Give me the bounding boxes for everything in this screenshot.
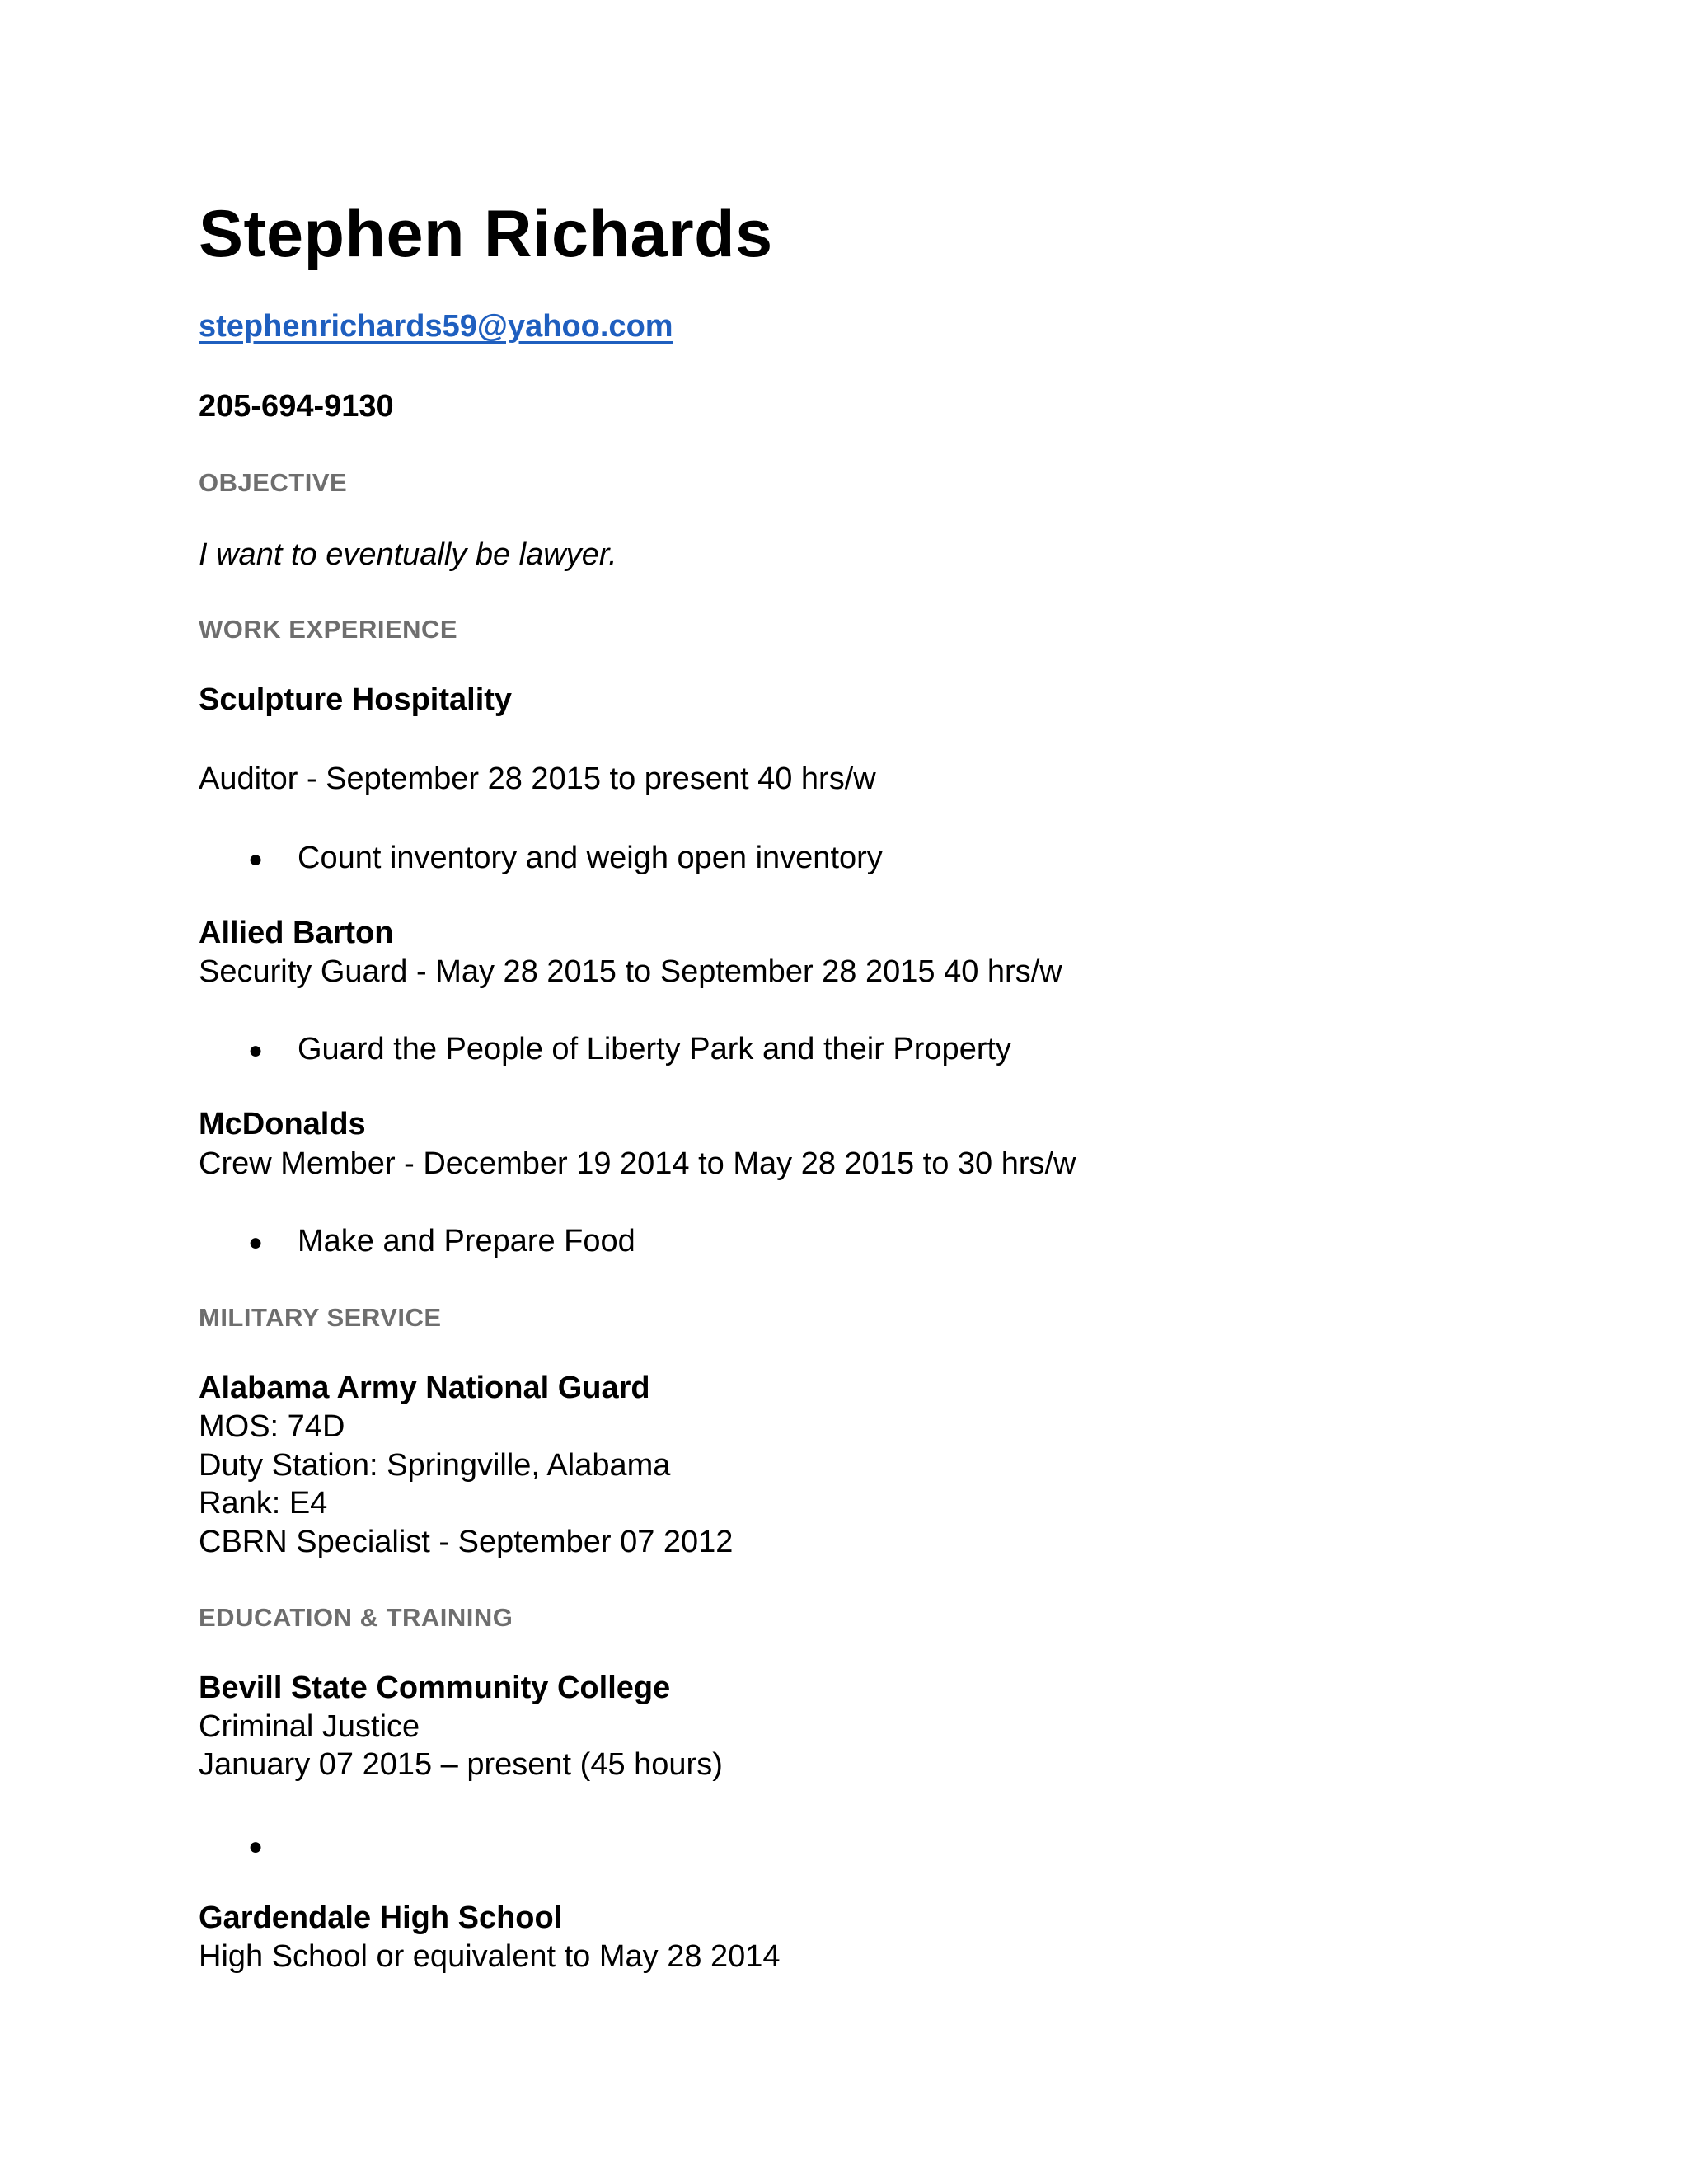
resume-name: Stephen Richards: [199, 197, 773, 271]
employer-name: Allied Barton: [199, 916, 394, 950]
job-position: Auditor - September 28 2015 to present 40 hrs/w: [199, 762, 876, 796]
bullet-marker: ●: [248, 1833, 264, 1860]
bullet-marker: ●: [248, 1229, 264, 1256]
job-bullet-text: Count inventory and weigh open inventory: [298, 841, 883, 875]
school-dates: January 07 2015 – present (45 hours): [199, 1747, 723, 1782]
email-link[interactable]: stephenrichards59@yahoo.com: [199, 309, 673, 344]
objective-heading: OBJECTIVE: [199, 468, 348, 497]
military-rank: Rank: E4: [199, 1486, 328, 1521]
school-program: Criminal Justice: [199, 1709, 420, 1744]
empty-bullet-item: [199, 1828, 363, 1869]
education-heading: EDUCATION & TRAINING: [199, 1603, 513, 1632]
job-position: Crew Member - December 19 2014 to May 28 2015 to 30 hrs/w: [199, 1146, 1076, 1181]
work-experience-heading: WORK EXPERIENCE: [199, 615, 458, 644]
employer-name: McDonalds: [199, 1107, 366, 1141]
military-role: CBRN Specialist - September 07 2012: [199, 1525, 734, 1559]
school-program: High School or equivalent to May 28 2014: [199, 1939, 781, 1974]
employer-name: Sculpture Hospitality: [199, 682, 513, 717]
military-mos: MOS: 74D: [199, 1409, 345, 1444]
job-bullet-text: Guard the People of Liberty Park and their Property: [298, 1032, 1012, 1066]
job-bullet-item: [199, 841, 1517, 882]
job-bullet-item: [199, 1224, 1517, 1265]
job-bullet-text: Make and Prepare Food: [298, 1224, 635, 1258]
bullet-marker: ●: [248, 1037, 264, 1064]
job-position: Security Guard - May 28 2015 to September 28 2015 40 hrs/w: [199, 954, 1062, 989]
school-name: Gardendale High School: [199, 1900, 563, 1935]
military-duty-station: Duty Station: Springville, Alabama: [199, 1448, 671, 1483]
military-unit: Alabama Army National Guard: [199, 1371, 650, 1405]
bullet-marker: ●: [248, 846, 264, 873]
military-service-heading: MILITARY SERVICE: [199, 1303, 442, 1332]
objective-text: I want to eventually be lawyer.: [199, 537, 617, 572]
school-name: Bevill State Community College: [199, 1671, 671, 1705]
job-bullet-item: [199, 1032, 1517, 1073]
phone-number: 205-694-9130: [199, 389, 394, 424]
